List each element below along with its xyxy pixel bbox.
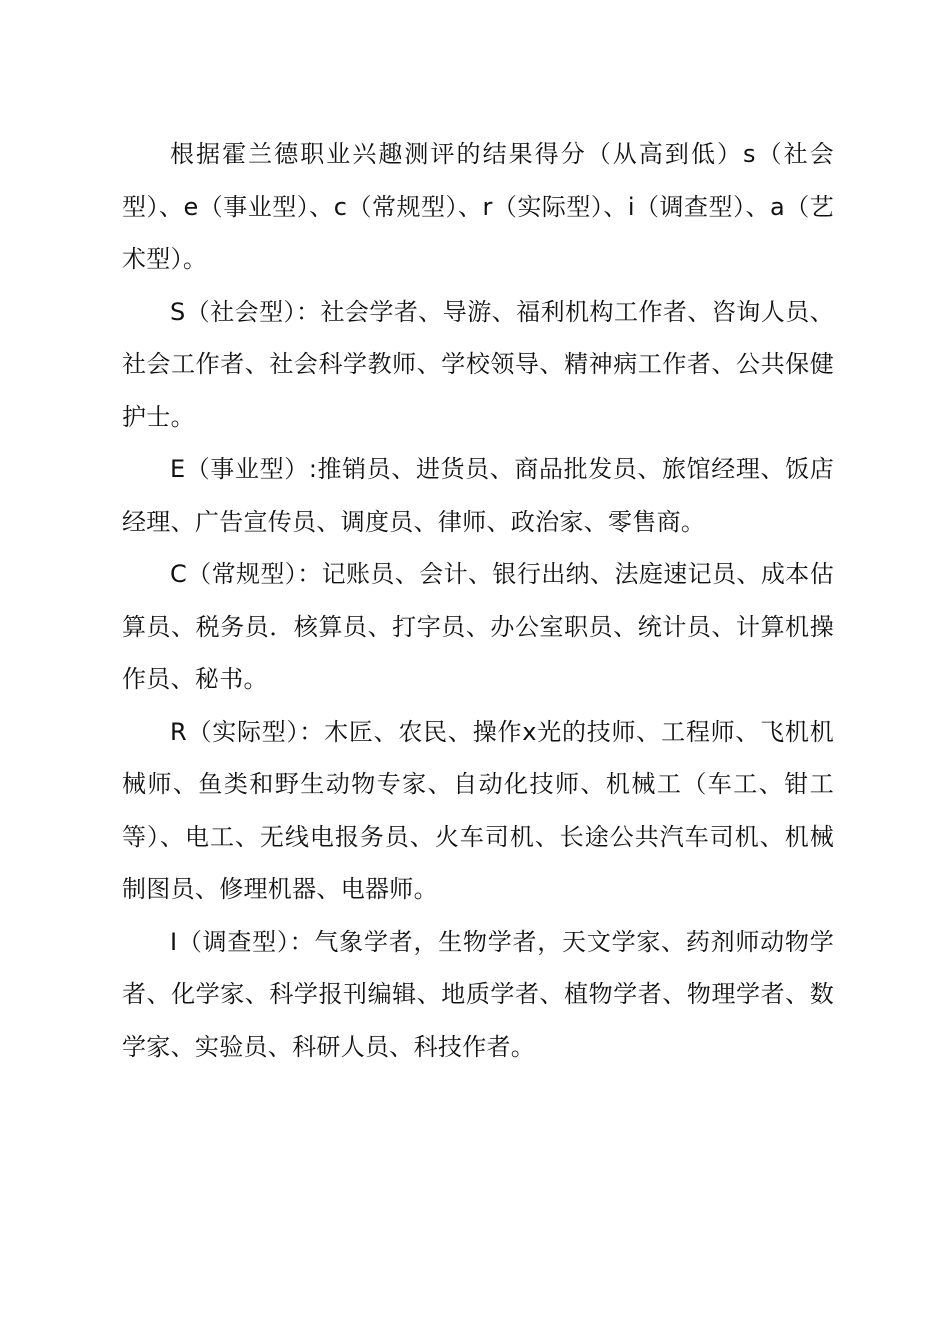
paragraph-conventional-type: C（常规型）：记账员、会计、银行出纳、法庭速记员、成本估算员、税务员．核算员、打字员、办公室职员、统计员、计算机操作员、秘书。	[122, 560, 834, 693]
paragraph-investigative-type: I（调查型）：气象学者，生物学者，天文学家、药剂师动物学者、化学家、科学报刊编辑、地质学者、植物学者、物理学者、数学家、实验员、科研人员、科技作者。	[122, 927, 834, 1061]
paragraph-realistic-type: R（实际型）：木匠、农民、操作x光的技师、工程师、飞机机械师、鱼类和野生动物专家、自动化技师、机械工（车工、钳工等）、电工、无线电报务员、火车司机、长途公共汽车司机、机械制图员、修理机器、电器师。	[122, 717, 834, 903]
document-body	[122, 128, 834, 1073]
paragraph-social-type: S（社会型）：社会学者、导游、福利机构工作者、咨询人员、社会工作者、社会科学教师、学校领导、精神病工作者、公共保健护士。	[122, 297, 834, 431]
paragraph-holland-summary: 根据霍兰德职业兴趣测评的结果得分（从高到低）s（社会型）、e（事业型）、c（常规型）、r（实际型）、i（调查型）、a（艺术型）。	[122, 140, 834, 273]
paragraph-enterprising-type: E（事业型）:推销员、进货员、商品批发员、旅馆经理、饭店经理、广告宣传员、调度员、律师、政治家、零售商。	[122, 455, 834, 536]
